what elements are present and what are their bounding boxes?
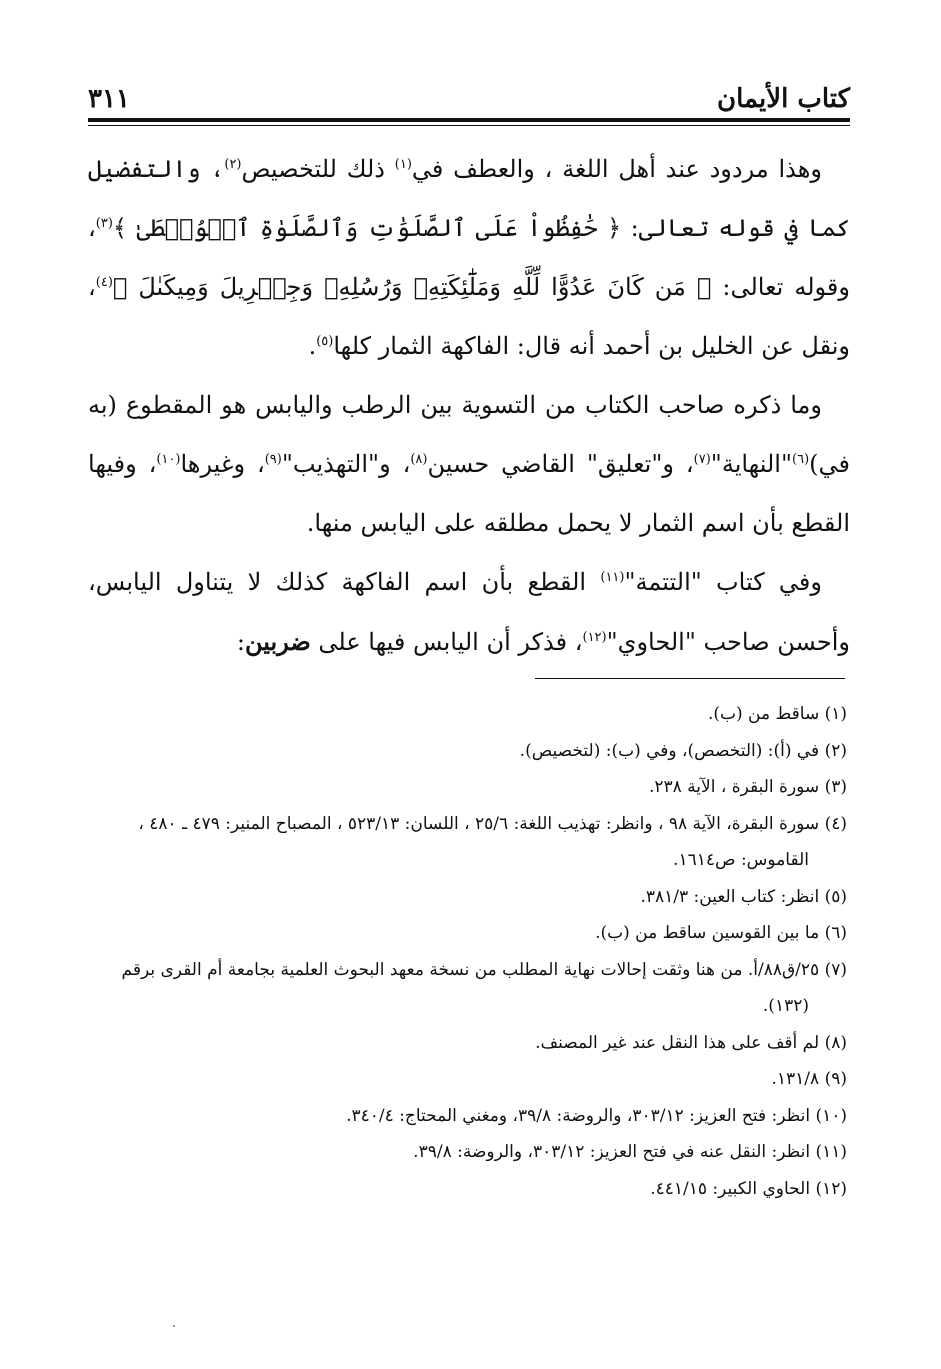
text-run: . [308, 332, 317, 360]
text-run: ذلك للتخصيص [241, 155, 395, 183]
text-run: القطع بأن اسم الفاكهة كذلك لا يتناول اليابس، وأحسن صاحب "الحاوي" [88, 568, 850, 656]
footnote-marker: (١١) [600, 570, 625, 585]
running-header [88, 80, 850, 120]
footnote-marker: (١) [394, 157, 412, 172]
footnote-separator [535, 678, 845, 679]
quran-verse: ، وقوله تعالى: ﴿ مَن كَانَ عَدُوًّا لِّلَّهِ وَمَلَٰٓئِكَتِهِۦ وَرُسُلِهِۦ وَجِبۡرِيلَ وَمِيكَىٰلَ ﴾ [88, 214, 850, 301]
scan-speck [173, 1325, 175, 1327]
header-rule-thick [88, 118, 850, 122]
text-run: وهذا مردود عند أهل اللغة ، والعطف في [411, 155, 822, 183]
bold-term: ضربين [244, 627, 311, 656]
text-run: "النهاية" [710, 450, 793, 478]
footnote-marker: (٧) [693, 452, 711, 467]
footnote-marker: (٣) [95, 216, 113, 231]
footnote: (٧) ٢٥/ق٨٨/أ. من هنا وثقت إحالات نهاية المطلب من نسخة معهد البحوث العلمية بجامعة أم القرى برقم (١٣٢). [121, 959, 847, 1016]
footnotes [110, 696, 847, 1207]
chapter-title: كتاب الأيمان [716, 84, 850, 114]
footnote: (١) ساقط من (ب). [707, 704, 847, 724]
paragraph-1 [88, 140, 850, 376]
footnote-marker: (٤) [95, 275, 113, 290]
paragraph-3 [88, 553, 850, 672]
text-run: : [236, 628, 245, 656]
footnote: (٥) انظر: كتاب العين: ٣٨١/٣. [640, 886, 847, 907]
footnote-marker: (١٠) [156, 452, 181, 467]
text-run: وما ذكره صاحب الكتاب من التسوية بين الرطب واليابس هو المقطوع (به في) [88, 391, 850, 478]
text-run: ، و"التهذيب" [281, 450, 411, 478]
main-text [88, 140, 850, 672]
footnote: (٩) ١٣١/٨. [771, 1069, 847, 1089]
footnote-marker: (٨) [410, 452, 428, 467]
text-run: ، وغيرها [180, 450, 265, 478]
footnote-marker: (١٢) [582, 630, 607, 645]
footnote: (١٠) انظر: فتح العزيز: ٣٠٣/١٢، والروضة: ٣٩/٨، ومغني المحتاج: ٣٤٠/٤. [346, 1105, 847, 1126]
text-run: وفي كتاب "التتمة" [624, 568, 822, 596]
footnote: (١٢) الحاوي الكبير: ٤٤١/١٥. [650, 1178, 847, 1199]
footnote: (٤) سورة البقرة، الآية ٩٨ ، وانظر: تهذيب اللغة: ٢٥/٦ ، اللسان: ٥٢٣/١٣ ، المصباح المنير: ٤٧٩ ـ ٤٨٠ ، القاموس: ص١٦١٤. [138, 813, 847, 870]
paragraph-2 [88, 376, 850, 553]
footnote: (٢) في (أ): (التخصص)، وفي (ب): (لتخصيص). [519, 740, 847, 761]
footnote-marker: (٦) [792, 452, 810, 467]
footnote: (٦) ما بين القوسين ساقط من (ب). [595, 923, 847, 943]
footnote: (١١) انظر: النقل عنه في فتح العزيز: ٣٠٣/١٢، والروضة: ٣٩/٨. [413, 1142, 847, 1162]
footnote: (٨) لم أقف على هذا النقل عند غير المصنف. [535, 1032, 847, 1053]
text-run: ، فذكر أن اليابس فيها على [310, 628, 583, 656]
footnote-marker: (٥) [316, 334, 334, 349]
footnote-marker: (٢) [224, 157, 242, 172]
footnote-marker: (٩) [264, 452, 282, 467]
page-number: ٣١١ [88, 84, 130, 114]
text-run: ، و"تعليق" القاضي حسين [427, 450, 694, 478]
header-rule-thin [88, 125, 850, 126]
text-run: ، ونقل عن الخليل بن أحمد أنه قال: الفاكهة الثمار كلها [88, 273, 850, 360]
footnote: (٣) سورة البقرة ، الآية ٢٣٨. [648, 777, 847, 797]
text-run: ، وفيها القطع بأن اسم الثمار لا يحمل مطلقه على اليابس منها. [88, 450, 850, 537]
quran-verse: ، والتفضيل كما في قوله تعالى: ﴿ حَٰفِظُواْ عَلَى ٱلصَّلَوَٰتِ وَٱلصَّلَوٰةِ ٱلۡوُسۡطَىٰ ﴾ [88, 155, 851, 242]
